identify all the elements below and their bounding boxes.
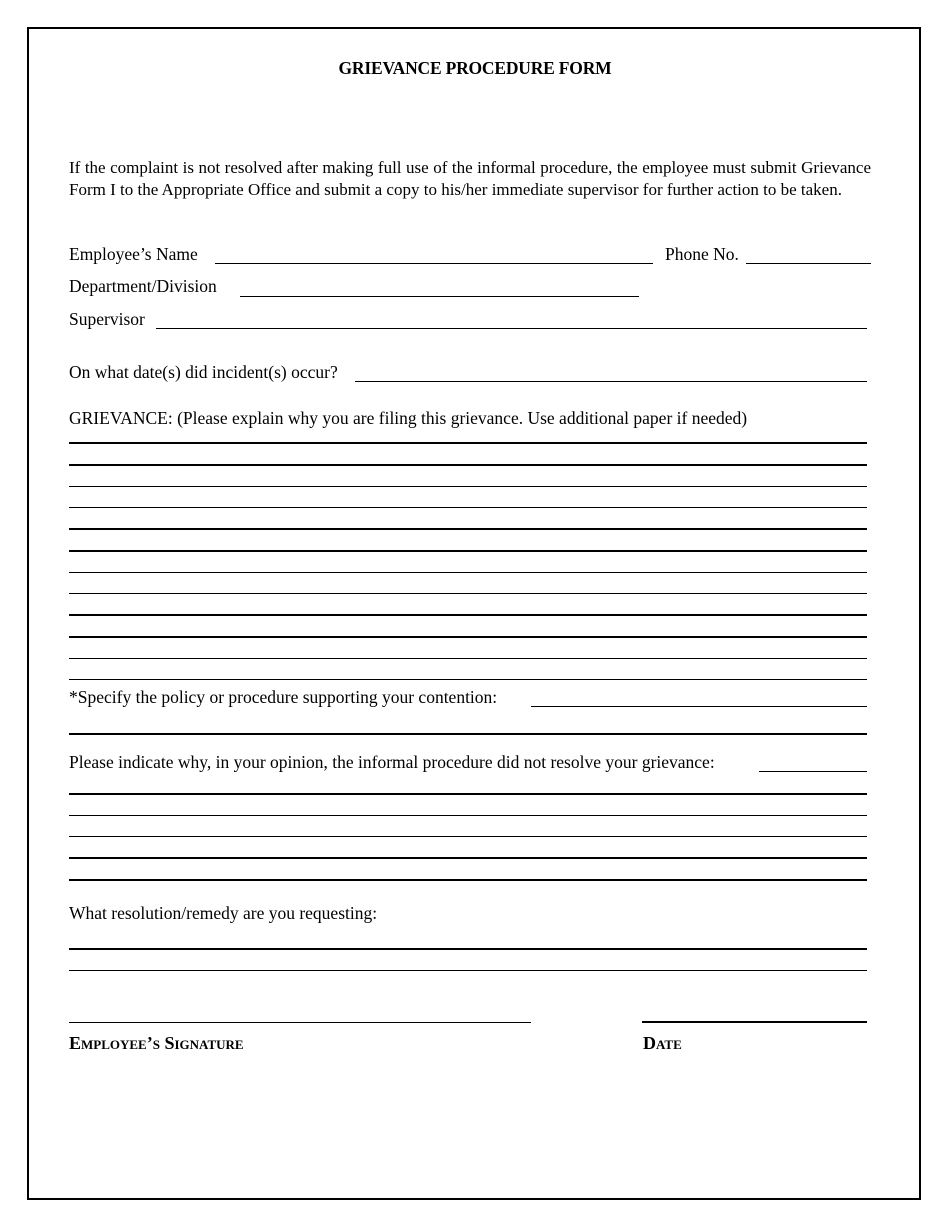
supervisor-field[interactable] [156,328,867,329]
grievance-line[interactable] [69,486,867,487]
informal-line[interactable] [69,857,867,859]
incident-dates-label: On what date(s) did incident(s) occur? [69,362,338,382]
resolution-line[interactable] [69,948,867,950]
signature-label: Employee’s Signature [69,1033,244,1053]
grievance-line[interactable] [69,528,867,530]
form-title: GRIEVANCE PROCEDURE FORM [338,58,612,78]
phone-label: Phone No. [665,244,739,264]
grievance-line[interactable] [69,593,867,594]
grievance-line[interactable] [69,507,867,508]
phone-field[interactable] [746,263,871,264]
policy-prompt: *Specify the policy or procedure supporting your contention: [69,687,498,707]
department-field[interactable] [240,296,639,297]
date-field[interactable] [642,1021,867,1023]
grievance-line[interactable] [69,550,867,552]
grievance-line[interactable] [69,572,867,573]
informal-line[interactable] [69,815,867,816]
employee-name-field[interactable] [215,263,653,264]
grievance-line[interactable] [69,464,867,466]
policy-field[interactable] [531,706,867,707]
grievance-line[interactable] [69,614,867,616]
supervisor-label: Supervisor [69,309,145,329]
resolution-line[interactable] [69,970,867,971]
intro-paragraph: If the complaint is not resolved after making full use of the informal procedure, the employee must submit Grievance Form I to the Appropriate Office and submit a copy to his/her immediate supervisor for further action to be taken. [69,158,871,199]
grievance-line[interactable] [69,636,867,638]
informal-field[interactable] [759,771,867,772]
date-label: Date [643,1033,682,1053]
grievance-prompt: GRIEVANCE: (Please explain why you are filing this grievance. Use additional paper if needed) [69,408,748,428]
signature-field[interactable] [69,1022,531,1023]
grievance-line[interactable] [69,658,867,659]
informal-line[interactable] [69,836,867,837]
employee-name-label: Employee’s Name [69,244,198,264]
resolution-prompt: What resolution/remedy are you requesting: [69,903,378,923]
informal-line[interactable] [69,879,867,881]
incident-dates-field[interactable] [355,381,867,382]
department-label: Department/Division [69,276,217,296]
policy-line[interactable] [69,733,867,735]
informal-line[interactable] [69,793,867,795]
grievance-line[interactable] [69,442,867,444]
grievance-line[interactable] [69,679,867,680]
informal-prompt: Please indicate why, in your opinion, the informal procedure did not resolve your grievance: [69,752,715,772]
